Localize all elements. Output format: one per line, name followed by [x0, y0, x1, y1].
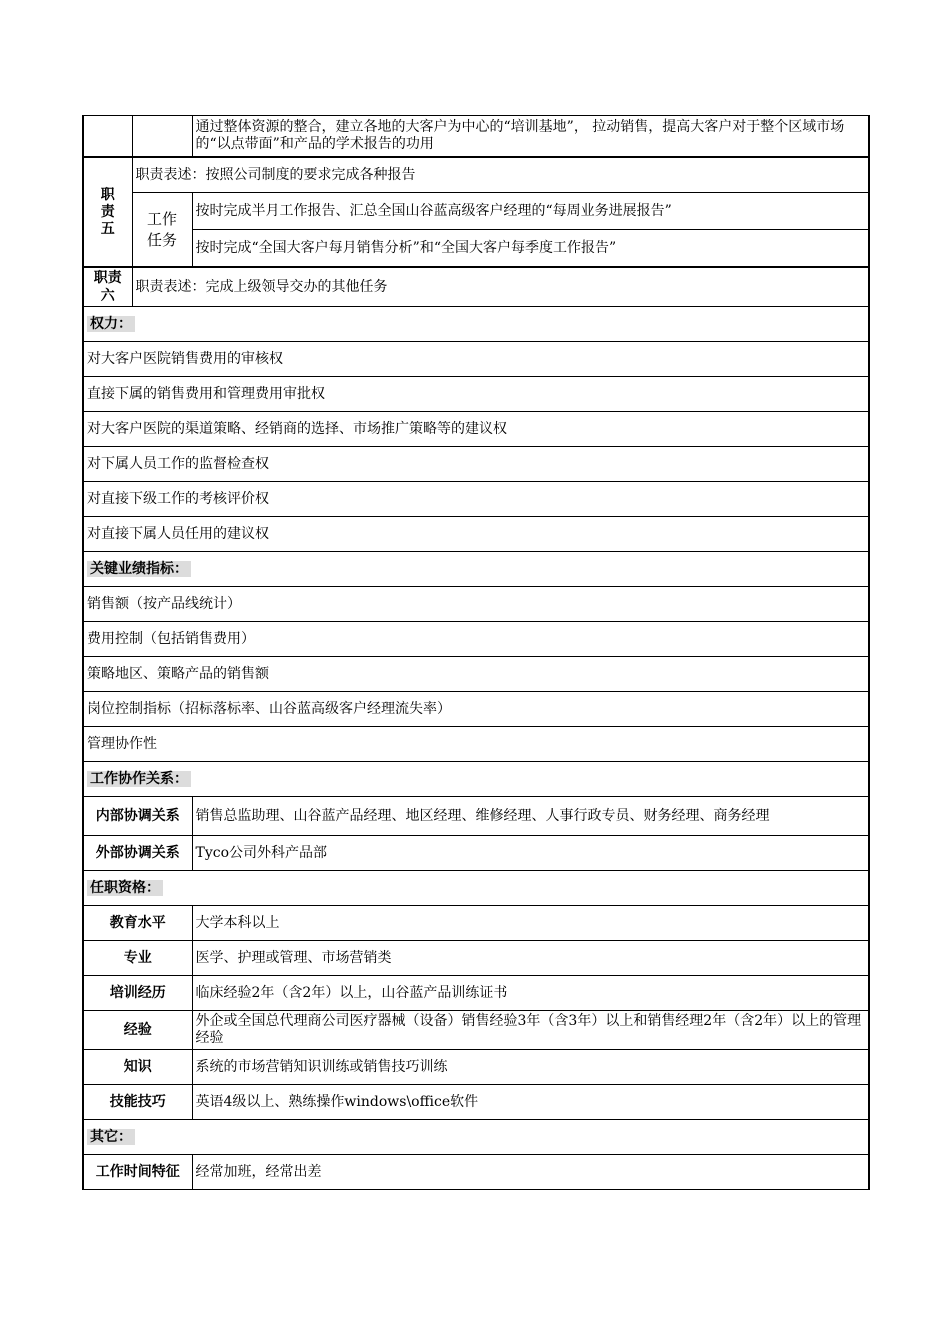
qualification-row	[83, 1050, 869, 1085]
other-title: 其它：	[83, 1120, 869, 1155]
relations-header-row	[83, 762, 869, 797]
authority-item: 对直接下属人员任用的建议权	[83, 517, 869, 552]
duty-continued-text: 通过整体资源的整合，建立各地的大客户为中心的“培训基地”， 拉动销售，提高大客户对于整个区域市场的“以点带面”和产品的学术报告的功用	[192, 116, 869, 158]
work-time-row	[83, 1155, 869, 1190]
duty5-task-row-1	[83, 193, 869, 230]
kpi-row	[83, 622, 869, 657]
kpi-item: 管理协作性	[83, 727, 869, 762]
authority-row	[83, 377, 869, 412]
authority-item: 对大客户医院的渠道策略、经销商的选择、市场推广策略等的建议权	[83, 412, 869, 447]
internal-relations-label: 内部协调关系	[83, 797, 192, 836]
job-description-page	[82, 115, 868, 1190]
qualification-value-major: 医学、护理或管理、市场营销类	[192, 941, 869, 976]
authority-item: 对下属人员工作的监督检查权	[83, 447, 869, 482]
kpi-title: 关键业绩指标：	[83, 552, 869, 587]
kpi-row	[83, 692, 869, 727]
qualifications-title: 任职资格：	[83, 871, 869, 906]
qualification-label-education: 教育水平	[83, 906, 192, 941]
duty-continued-row	[83, 116, 869, 158]
duty6-row	[83, 267, 869, 307]
qualification-row	[83, 1085, 869, 1120]
qualification-label-training: 培训经历	[83, 976, 192, 1011]
qualification-row	[83, 1011, 869, 1050]
kpi-item: 策略地区、策略产品的销售额	[83, 657, 869, 692]
kpi-row	[83, 727, 869, 762]
qualification-row	[83, 941, 869, 976]
kpi-item: 销售额（按产品线统计）	[83, 587, 869, 622]
qualification-value-experience: 外企或全国总代理商公司医疗器械（设备）销售经验3年（含3年）以上和销售经理2年（含2年）以上的管理经验	[192, 1011, 869, 1050]
duty5-task-1: 按时完成半月工作报告、汇总全国山谷蓝高级客户经理的“每周业务进展报告”	[192, 193, 869, 230]
qualification-value-knowledge: 系统的市场营销知识训练或销售技巧训练	[192, 1050, 869, 1085]
qualifications-header-row	[83, 871, 869, 906]
qualification-label-major: 专业	[83, 941, 192, 976]
authority-item: 对大客户医院销售费用的审核权	[83, 342, 869, 377]
external-relations-row	[83, 836, 869, 871]
duty5-tasks-label: 工作任务	[132, 193, 192, 268]
internal-relations-value: 销售总监助理、山谷蓝产品经理、地区经理、维修经理、人事行政专员、财务经理、商务经理	[192, 797, 869, 836]
kpi-header-row	[83, 552, 869, 587]
duty5-task-row-2	[83, 230, 869, 268]
qualification-label-knowledge: 知识	[83, 1050, 192, 1085]
kpi-row	[83, 587, 869, 622]
kpi-item: 费用控制（包括销售费用）	[83, 622, 869, 657]
qualification-value-skills: 英语4级以上、熟练操作windows\office软件	[192, 1085, 869, 1120]
duty5-label: 职责五	[83, 157, 132, 267]
duty6-desc: 职责表述：完成上级领导交办的其他任务	[132, 267, 869, 307]
authority-item: 直接下属的销售费用和管理费用审批权	[83, 377, 869, 412]
qualification-value-education: 大学本科以上	[192, 906, 869, 941]
work-time-label: 工作时间特征	[83, 1155, 192, 1190]
authority-row	[83, 342, 869, 377]
job-description-table	[82, 115, 870, 1190]
qualification-value-training: 临床经验2年（含2年）以上，山谷蓝产品训练证书	[192, 976, 869, 1011]
kpi-item: 岗位控制指标（招标落标率、山谷蓝高级客户经理流失率）	[83, 692, 869, 727]
kpi-row	[83, 657, 869, 692]
authority-item: 对直接下级工作的考核评价权	[83, 482, 869, 517]
qualification-row	[83, 976, 869, 1011]
duty6-label: 职责六	[83, 267, 132, 307]
duty5-task-2: 按时完成“全国大客户每月销售分析”和“全国大客户每季度工作报告”	[192, 230, 869, 268]
authority-header-row	[83, 307, 869, 342]
external-relations-label: 外部协调关系	[83, 836, 192, 871]
external-relations-value: Tyco公司外科产品部	[192, 836, 869, 871]
authority-title: 权力：	[83, 307, 869, 342]
authority-row	[83, 447, 869, 482]
qualification-label-experience: 经验	[83, 1011, 192, 1050]
duty5-desc: 职责表述：按照公司制度的要求完成各种报告	[132, 157, 869, 193]
authority-row	[83, 517, 869, 552]
relations-title: 工作协作关系：	[83, 762, 869, 797]
internal-relations-row	[83, 797, 869, 836]
work-time-value: 经常加班，经常出差	[192, 1155, 869, 1190]
duty5-desc-row	[83, 157, 869, 193]
authority-row	[83, 482, 869, 517]
qualification-row	[83, 906, 869, 941]
qualification-label-skills: 技能技巧	[83, 1085, 192, 1120]
authority-row	[83, 412, 869, 447]
other-header-row	[83, 1120, 869, 1155]
